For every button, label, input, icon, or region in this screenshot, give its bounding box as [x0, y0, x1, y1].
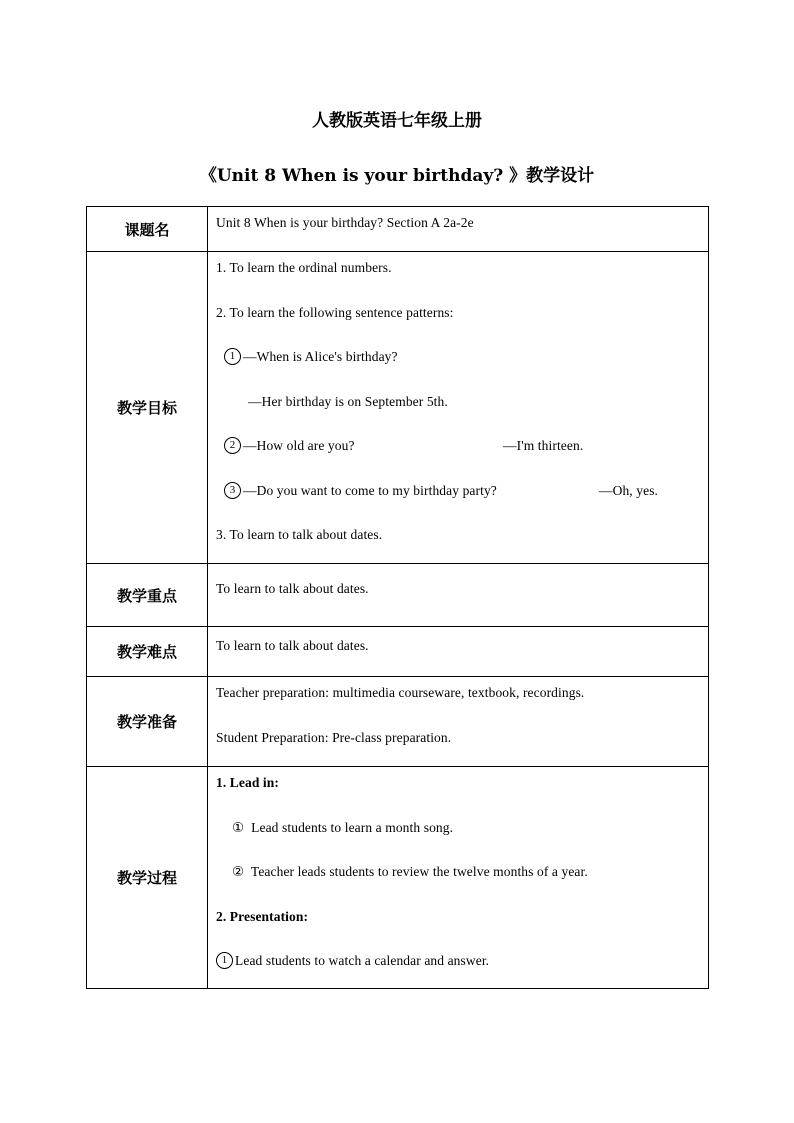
step-1-item-a-mark: ①	[232, 819, 245, 835]
step-1-item-b-text: Teacher leads students to review the twelve months of a year.	[250, 864, 588, 879]
table-row-difficulties	[87, 627, 709, 677]
objective-line-1: 1. To learn the ordinal numbers.	[216, 260, 392, 275]
objective-line-2: 2. To learn the following sentence patterns:	[216, 304, 454, 320]
teacher-preparation: Teacher preparation: multimedia courseware, textbook, recordings.	[216, 685, 585, 700]
circled-number-step-2: 1	[216, 952, 233, 969]
pattern-2-answer: —I'm thirteen.	[503, 438, 584, 453]
pattern-3-question: —Do you want to come to my birthday party?	[243, 482, 497, 498]
key-points-cell	[208, 564, 709, 627]
student-preparation: Student Preparation: Pre-class preparation.	[216, 729, 452, 745]
objective-line-3: 3. To learn to talk about dates.	[216, 527, 383, 542]
preparation-label: 教学准备	[87, 677, 208, 767]
objectives-cell	[208, 252, 709, 564]
step-2-item-a	[216, 945, 702, 985]
pattern-1-question: —When is Alice's birthday?	[243, 349, 398, 364]
circled-number-2: 2	[224, 437, 241, 454]
topic-label: 课题名	[87, 207, 208, 252]
step-1-item-a	[216, 812, 702, 857]
pattern-1-answer: —Her birthday is on September 5th.	[248, 393, 448, 409]
key-points-label: 教学重点	[87, 564, 208, 627]
circled-number-3: 3	[224, 482, 241, 499]
step-1-item-a-text: Lead students to learn a month song.	[251, 819, 454, 835]
topic-value: Unit 8 When is your birthday? Section A 2a-2e	[216, 215, 474, 230]
circled-number-1: 1	[224, 348, 241, 365]
step-2-item-a-text: Lead students to watch a calendar and answer.	[235, 953, 490, 968]
table-row-process	[87, 767, 709, 989]
table-row-topic	[87, 207, 709, 252]
difficulties-value: To learn to talk about dates.	[216, 638, 369, 653]
pattern-2-question: —How old are you?	[243, 438, 355, 453]
lesson-plan-table	[86, 206, 709, 989]
table-row-objectives	[87, 252, 709, 564]
table-row-preparation	[87, 677, 709, 767]
sentence-pattern-2	[216, 430, 702, 475]
document-title: 人教版英语七年级上册	[312, 111, 482, 131]
difficulties-cell	[208, 627, 709, 677]
process-cell	[208, 767, 709, 989]
document-subtitle: 《Unit 8 When is your birthday? 》教学设计	[199, 166, 595, 186]
sentence-pattern-1a	[216, 341, 702, 386]
table-row-key-points	[87, 564, 709, 627]
process-label: 教学过程	[87, 767, 208, 989]
step-2-heading: 2. Presentation:	[216, 908, 309, 924]
difficulties-label: 教学难点	[87, 627, 208, 677]
objectives-label: 教学目标	[87, 252, 208, 564]
step-1-item-b-mark: ②	[232, 864, 245, 879]
step-1-item-b	[216, 856, 702, 901]
preparation-cell	[208, 677, 709, 767]
sentence-pattern-3	[216, 475, 702, 520]
pattern-3-answer: —Oh, yes.	[599, 482, 659, 498]
key-points-value: To learn to talk about dates.	[216, 581, 369, 596]
step-1-heading: 1. Lead in:	[216, 775, 279, 790]
topic-value-cell	[208, 207, 709, 252]
